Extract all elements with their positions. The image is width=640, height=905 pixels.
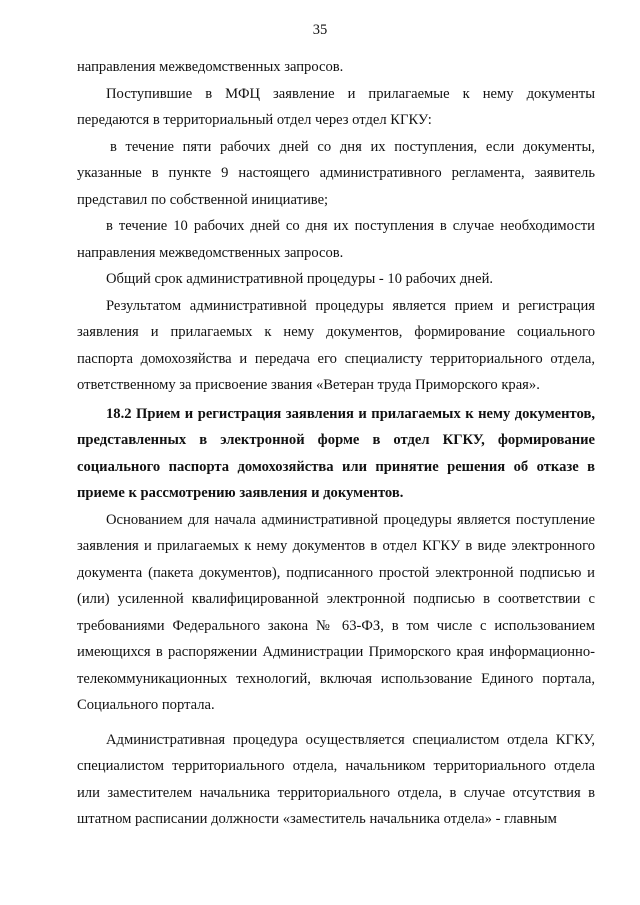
- section-heading-18-2: 18.2 Прием и регистрация заявления и прилагаемых к нему документов, представленных в электронной форме в отдел КГКУ, формирование социального паспорта домохозяйства или принятие решения об отказе в приеме к рассмотрению заявления и документов.: [77, 405, 595, 501]
- paragraph-mfc-transfer: Поступившие в МФЦ заявление и прилагаемые к нему документы передаются в территориальный отдел через отдел КГКУ:: [77, 85, 595, 128]
- document-body: [77, 54, 595, 833]
- paragraph-performers: Административная процедура осуществляется специалистом отдела КГКУ, специалистом территориального отдела, начальником территориального отдела или заместителем начальника территориального отдела, в случае отсутствия в штатном расписании должности «заместитель начальника отдела» - главным: [77, 731, 595, 827]
- paragraph-five-days: в течение пяти рабочих дней со дня их поступления, если документы, указанные в пункте 9 настоящего административного регламента, заявитель представил по собственной инициативе;: [77, 138, 595, 208]
- paragraph-result: Результатом административной процедуры является прием и регистрация заявления и прилагаемых к нему документов, формирование социального паспорта домохозяйства и передача его специалисту территориального отдела, ответственному за присвоение звания «Ветеран труда Приморского края».: [77, 297, 595, 393]
- page-number: 35: [312, 22, 328, 38]
- paragraph-continuation: направления межведомственных запросов.: [77, 59, 344, 75]
- paragraph-basis: Основанием для начала административной процедуры является поступление заявления и прилагаемых к нему документов в отдел КГКУ в виде электронного документа (пакета документов), подписанного простой электронной подписью и (или) усиленной квалифицированной электронной подписью в соответствии с требованиями Федерального закона № 63-ФЗ, в том числе с использованием имеющихся в распоряжении Администрации Приморского края информационно-телекоммуникационных технологий, включая использование Единого портала, Социального портала.: [77, 511, 595, 713]
- paragraph-ten-days: в течение 10 рабочих дней со дня их поступления в случае необходимости направления межведомственных запросов.: [77, 218, 595, 261]
- paragraph-total-term: Общий срок административной процедуры - 10 рабочих дней.: [106, 271, 494, 287]
